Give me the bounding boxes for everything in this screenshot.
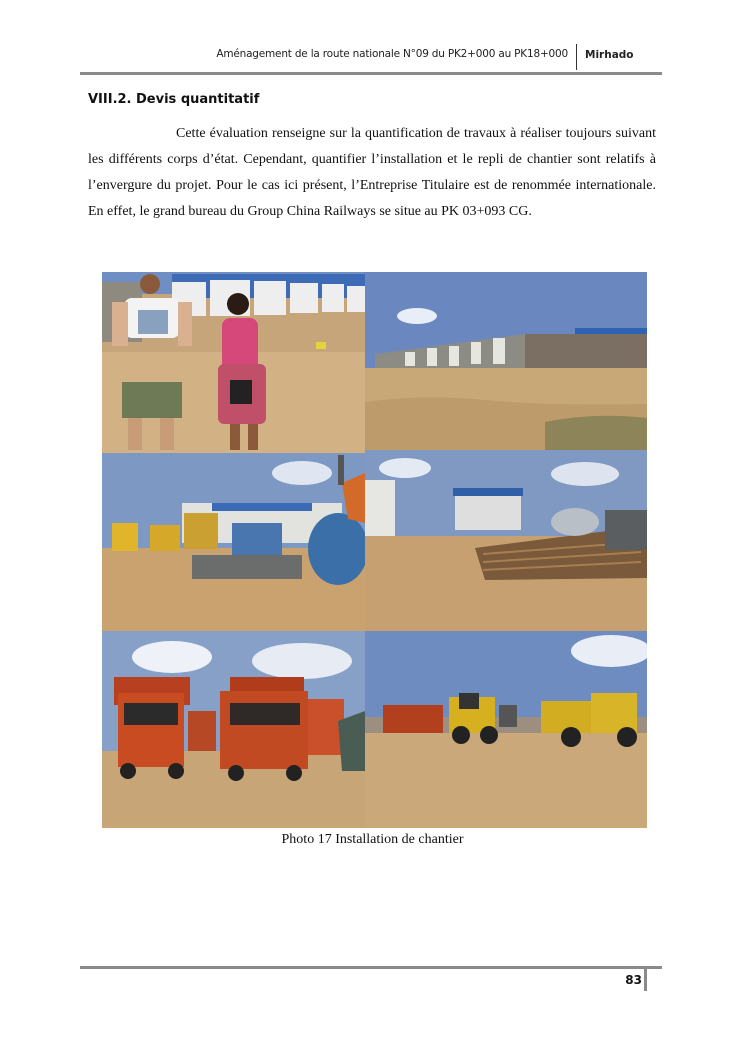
- footer-rule: [80, 966, 662, 969]
- body-paragraph: Cette évaluation renseigne sur la quantification de travaux à réaliser toujours suivant les différents corps d’état. Cependant, quantifier l’installation et le repli de chantier sont relatifs à l’envergure du projet. Pour le cas ici présent, l’Entreprise Titulaire est de renommée internationale. En effet, le grand bureau du Group China Railways se situe au PK 03+093 CG.: [88, 126, 656, 219]
- section-heading: VIII.2. Devis quantitatif: [88, 92, 260, 107]
- header-title: Aménagement de la route nationale N°09 du PK2+000 au PK18+000: [216, 48, 568, 60]
- page-header: [80, 44, 662, 75]
- photo-loaders: [365, 631, 647, 828]
- photo-collage: [102, 272, 647, 828]
- photo-people-at-site: [102, 272, 365, 453]
- footer-separator: [644, 969, 647, 991]
- header-separator: [576, 44, 577, 70]
- page-number: 83: [625, 973, 642, 987]
- photo-equipment-yard: [102, 453, 365, 631]
- photo-timber-stock: [365, 450, 647, 631]
- photo-dump-trucks: [102, 631, 365, 828]
- photo-perimeter-wall: [365, 272, 647, 450]
- figure-caption: Photo 17 Installation de chantier: [281, 832, 464, 847]
- header-author: Mirhado: [585, 49, 634, 61]
